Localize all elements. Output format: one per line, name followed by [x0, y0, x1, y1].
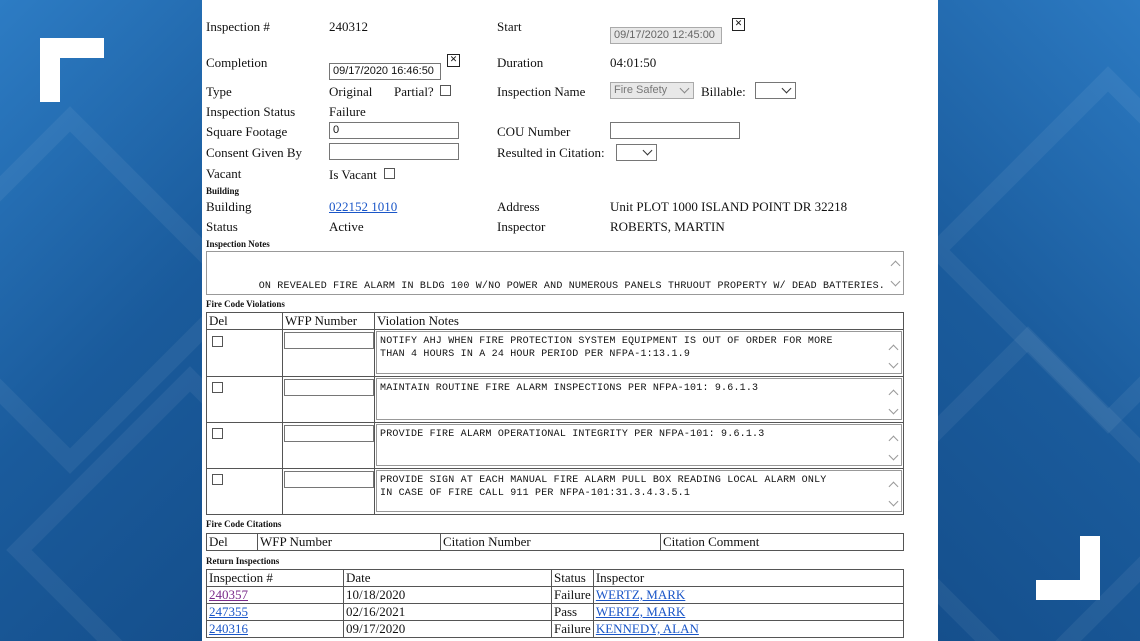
inspection-notes-text: ON REVEALED FIRE ALARM IN BLDG 100 W/NO POWER AND NUMEROUS PANELS THRUOUT PROPERTY W/ DEAD BATTERIES. — [258, 281, 885, 292]
violation-note-text: PROVIDE SIGN AT EACH MANUAL FIRE ALARM PULL BOX READING LOCAL ALARM ONLY IN CASE OF FIRE CALL 911 PER NFPA-101:31.3.4.3.5.1 — [380, 475, 827, 499]
table-row — [207, 469, 904, 515]
scroll-up-icon[interactable] — [889, 345, 899, 355]
table-row — [207, 587, 904, 604]
violation-note-text: MAINTAIN ROUTINE FIRE ALARM INSPECTIONS PER NFPA-101: 9.6.1.3 — [380, 383, 759, 394]
inspection-name-selected: Fire Safety — [614, 84, 668, 96]
building-label: Building — [206, 199, 252, 214]
inspection-status-label: Inspection Status — [206, 104, 296, 119]
returns-header-status: Status — [552, 570, 594, 587]
violation-note-textarea[interactable] — [376, 378, 902, 420]
inspection-name-label: Inspection Name — [497, 84, 586, 99]
table-row — [207, 377, 904, 423]
inspection-status-value: Failure — [329, 104, 366, 119]
square-footage-input[interactable]: 0 — [329, 122, 459, 139]
return-inspector-link[interactable]: KENNEDY, ALAN — [595, 621, 699, 636]
return-inspection-link[interactable]: 247355 — [209, 604, 248, 619]
wfp-number-input[interactable] — [284, 379, 374, 396]
chevron-down-icon — [680, 84, 690, 94]
chevron-down-icon — [643, 146, 653, 156]
inspection-number-value: 240312 — [329, 19, 368, 34]
partial-label: Partial? — [394, 84, 434, 99]
returns-header-number: Inspection # — [207, 570, 344, 587]
consent-given-by-label: Consent Given By — [206, 145, 303, 160]
return-status-cell: Failure — [552, 621, 594, 638]
address-label: Address — [497, 199, 540, 214]
table-row — [207, 330, 904, 377]
return-date-cell: 10/18/2020 — [344, 587, 552, 604]
return-inspection-link[interactable]: 240316 — [209, 621, 248, 636]
table-row — [207, 621, 904, 638]
scroll-up-icon[interactable] — [891, 261, 901, 271]
violation-note-cell — [375, 330, 904, 377]
return-number-cell — [207, 621, 344, 638]
violation-note-textarea[interactable] — [376, 470, 902, 512]
completion-clear-x-box-icon[interactable]: ✕ — [447, 54, 460, 67]
violation-note-cell — [375, 423, 904, 469]
billable-label: Billable: — [701, 84, 746, 99]
start-label: Start — [497, 19, 522, 34]
scroll-down-icon[interactable] — [889, 405, 899, 415]
fire-code-violations-title: Fire Code Violations — [206, 299, 285, 309]
inspection-form — [202, 0, 938, 641]
del-checkbox[interactable] — [212, 382, 223, 393]
scroll-down-icon[interactable] — [889, 359, 899, 369]
return-inspector-cell — [593, 587, 903, 604]
wfp-number-input[interactable] — [284, 425, 374, 442]
del-checkbox[interactable] — [212, 474, 223, 485]
return-inspections-title: Return Inspections — [206, 556, 280, 566]
cou-number-label: COU Number — [497, 124, 571, 139]
violations-header-del: Del — [207, 313, 283, 330]
return-status-cell: Failure — [552, 587, 594, 604]
completion-label: Completion — [206, 55, 268, 70]
return-date-cell: 02/16/2021 — [344, 604, 552, 621]
return-date-cell: 09/17/2020 — [344, 621, 552, 638]
building-status-value: Active — [329, 219, 364, 234]
del-checkbox[interactable] — [212, 336, 223, 347]
start-clear-x-box-icon[interactable]: ✕ — [732, 18, 745, 31]
completion-field[interactable]: 09/17/2020 16:46:50 — [329, 63, 441, 80]
consent-given-by-input[interactable] — [329, 143, 459, 160]
citations-header-row — [207, 534, 904, 551]
return-inspector-cell — [593, 621, 903, 638]
returns-header-date: Date — [344, 570, 552, 587]
return-inspector-link[interactable]: WERTZ, MARK — [595, 587, 686, 602]
building-section-title: Building — [206, 186, 240, 196]
scroll-up-icon[interactable] — [889, 390, 899, 400]
square-footage-label: Square Footage — [206, 124, 288, 139]
return-number-cell — [207, 587, 344, 604]
wfp-number-input[interactable] — [284, 471, 374, 488]
start-field[interactable]: 09/17/2020 12:45:00 — [610, 27, 722, 44]
inspection-number-label: Inspection # — [206, 19, 270, 34]
del-cell — [207, 469, 283, 515]
violations-header-row — [207, 313, 904, 330]
inspection-notes-textarea[interactable] — [206, 251, 904, 295]
scroll-up-icon[interactable] — [889, 482, 899, 492]
is-vacant-label: Is Vacant — [329, 167, 377, 182]
resulted-in-citation-select[interactable] — [616, 144, 657, 161]
violation-note-textarea[interactable] — [376, 331, 902, 374]
fire-code-citations-title: Fire Code Citations — [206, 519, 282, 529]
violations-header-notes: Violation Notes — [375, 313, 904, 330]
return-inspections-table — [206, 569, 904, 638]
violations-table — [206, 312, 904, 515]
return-number-cell — [207, 604, 344, 621]
citations-header-wfp: WFP Number — [258, 534, 441, 551]
violation-note-cell — [375, 377, 904, 423]
del-cell — [207, 423, 283, 469]
scroll-down-icon[interactable] — [889, 497, 899, 507]
inspector-value: ROBERTS, MARTIN — [610, 219, 725, 234]
scroll-down-icon[interactable] — [889, 451, 899, 461]
chevron-down-icon — [782, 84, 792, 94]
table-row — [207, 423, 904, 469]
wfp-number-input[interactable] — [284, 332, 374, 349]
address-value: Unit PLOT 1000 ISLAND POINT DR 32218 — [610, 199, 848, 214]
corner-bracket-bottom-right — [1036, 536, 1100, 600]
inspection-name-select[interactable] — [610, 82, 694, 99]
violation-note-cell — [375, 469, 904, 515]
building-link[interactable]: 022152 1010 — [329, 199, 398, 214]
vacant-label: Vacant — [206, 166, 242, 181]
returns-header-inspector: Inspector — [593, 570, 903, 587]
wfp-cell — [283, 330, 375, 377]
wfp-cell — [283, 377, 375, 423]
citations-header-del: Del — [207, 534, 258, 551]
is-vacant-checkbox[interactable] — [384, 168, 395, 179]
del-cell — [207, 330, 283, 377]
wfp-cell — [283, 423, 375, 469]
resulted-in-citation-label: Resulted in Citation: — [497, 145, 605, 160]
return-status-cell: Pass — [552, 604, 594, 621]
corner-bracket-top-left — [40, 38, 104, 102]
scroll-down-icon[interactable] — [891, 277, 901, 287]
citations-header-number: Citation Number — [441, 534, 661, 551]
duration-value: 04:01:50 — [610, 55, 657, 70]
violation-note-text: NOTIFY AHJ WHEN FIRE PROTECTION SYSTEM EQUIPMENT IS OUT OF ORDER FOR MORE THAN 4 HOURS IN A 24 HOUR PERIOD PER NFPA-1:13.1.9 — [380, 336, 833, 360]
scroll-up-icon[interactable] — [889, 436, 899, 446]
return-inspector-link[interactable]: WERTZ, MARK — [595, 604, 686, 619]
table-row — [207, 604, 904, 621]
duration-label: Duration — [497, 55, 544, 70]
type-value: Original — [329, 84, 373, 99]
del-cell — [207, 377, 283, 423]
building-status-label: Status — [206, 219, 238, 234]
wfp-cell — [283, 469, 375, 515]
return-inspector-cell — [593, 604, 903, 621]
citations-table — [206, 533, 904, 551]
returns-header-row — [207, 570, 904, 587]
inspector-label: Inspector — [497, 219, 546, 234]
partial-checkbox[interactable] — [440, 85, 451, 96]
violations-header-wfp: WFP Number — [283, 313, 375, 330]
return-inspection-link[interactable]: 240357 — [209, 587, 248, 602]
cou-number-input[interactable] — [610, 122, 740, 139]
billable-select[interactable] — [755, 82, 796, 99]
inspection-notes-title: Inspection Notes — [206, 239, 270, 249]
type-label: Type — [206, 84, 232, 99]
violation-note-textarea[interactable] — [376, 424, 902, 466]
violation-note-text: PROVIDE FIRE ALARM OPERATIONAL INTEGRITY PER NFPA-101: 9.6.1.3 — [380, 429, 765, 440]
del-checkbox[interactable] — [212, 428, 223, 439]
citations-header-comment: Citation Comment — [661, 534, 904, 551]
